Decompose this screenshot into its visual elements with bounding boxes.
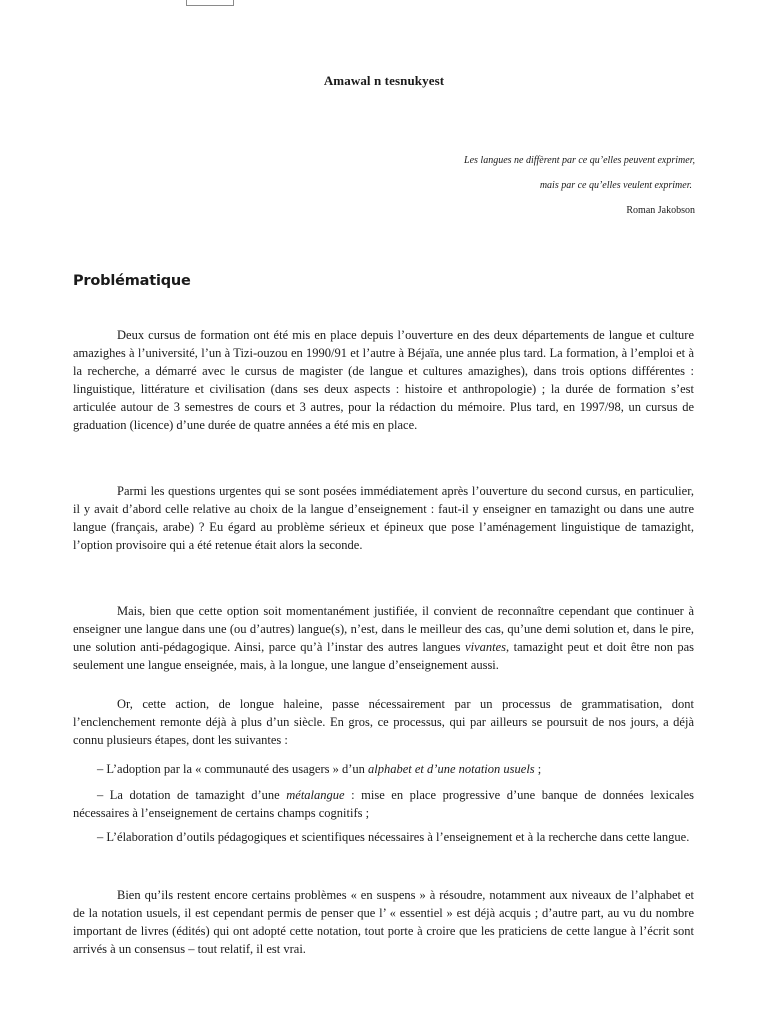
list-item-1-text-a: – L’adoption par la « communauté des usagers » d’un — [97, 762, 369, 776]
epigraph — [464, 148, 695, 223]
epigraph-line-2: mais par ce qu’elles veulent exprimer. — [539, 180, 692, 191]
list-item-2 — [73, 786, 694, 822]
list-item-2-text-b: : mise en place progressive d’une banque de données lexicales nécessaires à l’enseignement de certains champs cognitifs ; — [73, 788, 694, 820]
epigraph-author: Roman Jakobson — [626, 205, 695, 216]
paragraph-3-text-b: , tamazight peut et doit être non pas seulement une langue enseignée, mais, à la longue, une langue d’enseignement aussi. — [73, 640, 695, 672]
list-item-2-emphasis: métalangue — [286, 788, 345, 802]
section-heading: Problématique — [73, 273, 191, 289]
paragraph-3-emphasis: vivantes — [465, 640, 507, 654]
list-item-1-emphasis: alphabet et d’une notation usuels — [368, 762, 535, 776]
paragraph-3-text-a: Mais, bien que cette option soit momentanément justifiée, il convient de reconnaître cependant que continuer à enseigner une langue dans une (ou d’autres) langue(s), n’est, dans le meilleur des cas, qu’une demi solution et, dans le pire, une solution anti-pédagogique. Ainsi, parce qu’à l’instar des autres langues — [73, 604, 694, 654]
list-item-1-text-b: ; — [534, 762, 542, 776]
page-edge-marker — [186, 0, 234, 6]
list-item-3: – L’élaboration d’outils pédagogiques et scientifiques nécessaires à l’enseignement et à la recherche dans cette langue. — [97, 830, 690, 844]
paragraph-1: Deux cursus de formation ont été mis en place depuis l’ouverture en des deux départements de langue et culture amazighes à l’université, l’un à Tizi-ouzou en 1990/91 et l’autre à Béjaïa, une année plus tard. La formation, à l’emploi et à la recherche, a démarré avec le cursus de magister (de langue et cultures amazighes), dans trois options différentes : linguistique, littérature et civilisation (dans ses deux aspects : histoire et anthropologie) ; la durée de formation s’est articulée autour de 3 semestres de cours et 3 autres, pour la rédaction du mémoire. Plus tard, en 1997/98, un cursus de graduation (licence) d’une durée de quatre années a été mis en place. — [73, 328, 694, 432]
list-item-1 — [73, 760, 694, 778]
paragraph-5: Bien qu’ils restent encore certains problèmes « en suspens » à résoudre, notamment aux niveaux de l’alphabet et de la notation usuels, il est cependant permis de penser que l’ « essentiel » est déjà acquis ; d’autre part, au vu du nombre important de livres (édités) qui ont adopté cette notation, tout porte à croire que les praticiens de cette langue à l’écrit sont arrivés à un consensus – tout relatif, il est vrai. — [73, 888, 694, 956]
epigraph-line-1: Les langues ne diffèrent par ce qu’elles peuvent exprimer, — [464, 155, 695, 166]
paragraph-3 — [73, 602, 694, 674]
paragraph-4: Or, cette action, de longue haleine, passe nécessairement par un processus de grammatisation, dont l’enclenchement remonte déjà à plus d’un siècle. En gros, ce processus, qui par ailleurs se poursuit de nos jours, a déjà connu plusieurs étapes, dont les suivantes : — [73, 697, 694, 747]
list-item-2-text-a: – La dotation de tamazight d’une — [97, 788, 287, 802]
document-title: Amawal n tesnukyest — [323, 73, 445, 88]
paragraph-2: Parmi les questions urgentes qui se sont posées immédiatement après l’ouverture du second cursus, en particulier, il y avait d’abord celle relative au choix de la langue d’enseignement : faut-il y enseigner en tamazight ou dans une autre langue (français, arabe) ? Eu égard au problème sérieux et épineux que pose l’aménagement linguistique de tamazight, l’option provisoire qui a été retenue était alors la seconde. — [73, 484, 694, 552]
